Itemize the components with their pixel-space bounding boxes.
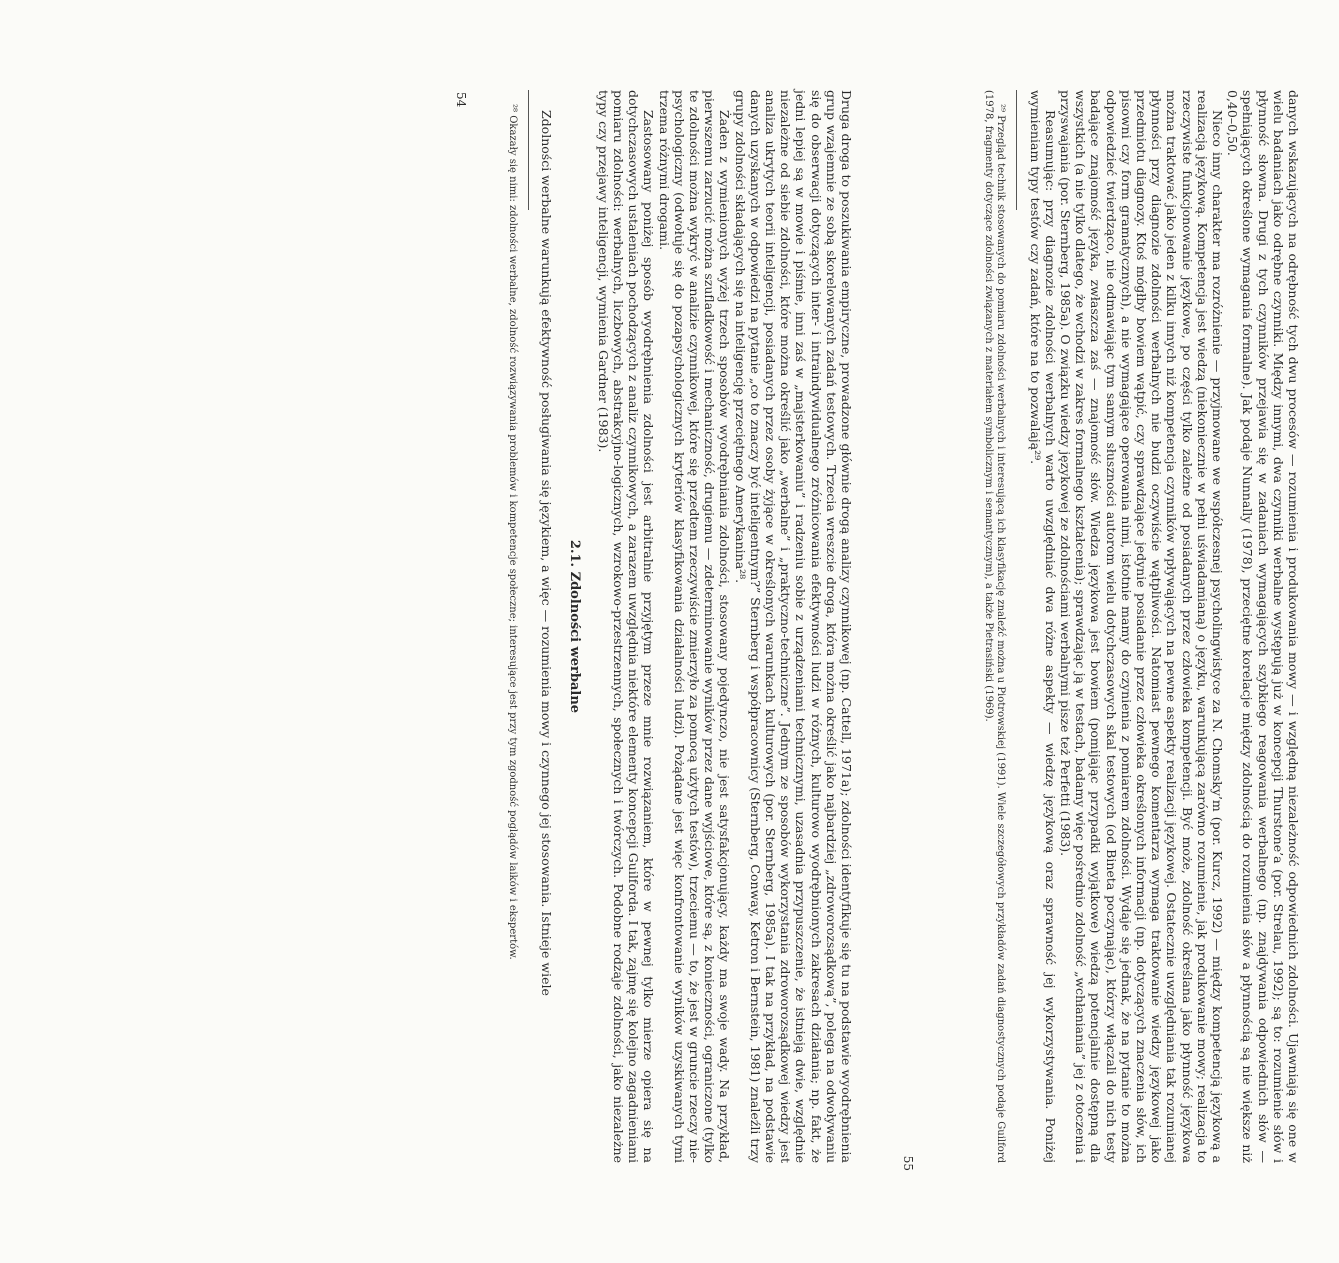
paragraph: Reasumując: przy diagnozie zdolności werbalnych warto uwzględniać dwa różne aspekty — wiedzę językową oraz sprawność jej wykorzystywania. Poniżej wymieniam typy testów czy zadań, które na to pozwalają²⁹. (1027, 90, 1058, 1163)
left-page-text (506, 90, 854, 1163)
paragraph: Zastosowany poniżej sposób wyodrębnienia zdolności jest arbitralnie przyjętym przeze mnie rozwiązaniem, które w pewnej tylko mierze opiera się na dotychczasowych ustaleniach pochodzących z analiz czynnikowych, a zarazem uwzględnia niektóre elementy koncepcji Guilforda. I tak, zajmę się kolejno zagadnieniami pomiaru zdolności: werbalnych, liczbowych, abstrakcyjno-logicznych, wzrokowo-przestrzennych, społecznych i twórczych. Podobne rodzaje zdolności, jako niezależne typy czy przejawy inteligencji, wymienia Gardner (1983). (595, 90, 657, 1163)
footnote: ²⁸ Okazały się nimi: zdolności werbalne, zdolność rozwiązywania problemów i kompetencje społeczne; interesujące jest przy tym zgodność poglądów laików i ekspertów. (507, 104, 519, 960)
page-number: 55 (901, 1155, 915, 1171)
paragraph: danych wskazujących na odrębność tych dwu procesów — rozumienia i produkowania mowy — i względną niezależność odpowiednich zdolności. Ujawniają się one w wielu badaniach jako odrębne czynniki. Między innymi, dwa czynniki werbalne występują już w koncepcji Thurstone’a (por. Strelau, 1992); są to: rozumienie słów i płynność słowna. Drugi z tych czynników przejawia się w zadaniach wymagających szybkiego reagowania werbalnego (np. znajdywania odpowiednich słów — spełniających określone wymagania formalne). Jak podaje Nunnally (1978), przeciętne korelacje między zdolnością do rozumienia słów a płynnością są nie większe niż 0,40–0,50. (1225, 90, 1301, 1163)
footnote: ²⁹ Przegląd technik stosowanych do pomiaru zdolności werbalnych i interesującą ich klasyfikację znaleźć można u Piotrowskiej (1991). Wiele szczegółowych przykładów zadań diagnostycznych podaje Guilford (1978, fragmenty dotyczące zdolności związanych z materiałem symbolicznym i semantycznym), a także Pietrasiński (1969). (983, 90, 1007, 1163)
right-page-text (982, 90, 1301, 1163)
paragraph: Żaden z wymienionych wyżej trzech sposobów wyodrębniania zdolności, stosowany pojedynczo, nie jest satysfakcjonujący, każdy ma swoje wady. Na przykład, pierwszemu zarzucić można szufladkowość i mechaniczność, drugiemu — zdeterminowanie wyników przez dane wyjściowe, które są, z konieczności, ograniczone (tylko te zdolności można wykryć w analizie czynnikowej, które się przedtem rzeczywiście zmierzyło za pomocą użytych testów), trzeciemu — to, że jest w gruncie rzeczy nie-psychologiczny (odwołuje się do pozapsychologicznych kryteriów klasyfikowania działalności ludzi). Pożądane jest więc konfrontowanie wyników uzyskiwanych tymi trzema różnymi drogami. (656, 90, 733, 1163)
footnote-divider (528, 90, 529, 210)
footnote-divider (1016, 90, 1017, 210)
left-page (446, 0, 892, 1263)
paragraph: Nieco inny charakter ma rozróżnienie — przyjmowane we współczesnej psycholingwistyce za N. Chomsky’m (por. Kurcz, 1992) — między kompetencją językową a realizacją językową. Kompetencja jest wiedzą (niekoniecznie w pełni uświadamianą) o języku, warunkującą zarówno rozumienie, jak produkowanie mowy; realizacja to rzeczywiste funkcjonowanie językowe, po części tylko zależne od posiadanych przez człowieka kompetencji. Być może, zdolność określana jako płynność językowa można traktować jako jeden z kilku innych niż kompetencja czynników wpływających na pewne aspekty realizacji językowej. Ostatecznie uwzględniania tak rozumianej płynności przy diagnozie zdolności werbalnych nie budzi oczywiście wątpliwości. Natomiast pewnego komentarza wymaga traktowanie wiedzy językowej jako przedmiotu diagnozy. Ktoś mógłby bowiem wątpić, czy sprawdzające jedynie posiadanie przez człowieka określonych informacji (np. dotyczących znaczenia słów, ich pisowni czy form gramatycznych), a nie wymagające operowania nimi, istotnie mamy do czynienia z pomiarem zdolności. Wydaje się jednak, że na pytanie to można odpowiedzieć twierdząco, nie odmawiając tym samym słuszności autorom wielu dotychczasowych skal testowych (od Bineta poczynając), którzy włączali do nich testy badające znajomość języka, zwłaszcza zaś — znajomość słów. Wiedza językowa jest bowiem (pomijając przypadki wyjątkowe) wiedzą potencjalnie dostępną dla wszystkich (a nie tylko dlatego, że wchodzi w zakres formalnego kształcenia); sprawdzając ją w testach, badamy więc pośrednio zdolność „wchłaniania” jej z otoczenia i przyswajania (por. Sternberg, 1985a). O związku wiedzy językowej ze zdolnościami werbalnymi pisze też Perfetti (1983). (1057, 90, 1225, 1163)
page-number: 54 (454, 92, 468, 108)
paragraph: Zdolności werbalne warunkują efektywność posługiwania się językiem, a więc — rozumienia mowy i czynnego jej stosowania. Istnieje wiele (539, 110, 555, 996)
section-title: 2.1. Zdolności werbalne (566, 539, 582, 714)
paragraph: Druga droga to poszukiwania empiryczne, prowadzone głównie drogą analizy czynnikowej (np. Cattell, 1971a); zdolności identyfikuje się tu na podstawie wyodrębnienia grup wzajemnie ze sobą skorelowanych zadań testowych. Trzecia wreszcie droga, która można określić jako najbardziej „zdroworozsądkową”, polega na odwoływaniu się do obserwacji dotyczących inter- i intraindywidualnego zróżnicowania efektywności ludzi w różnych, kulturowo wyodrębnionych zakresach działania; np. fakt, że jedni lepiej są w mowie i piśmie, inni zaś w „majsterkowaniu” i radzeniu sobie z urządzeniami technicznymi, uzasadnia przypuszczenie, że istnieją dwie, względnie niezależne od siebie zdolności, które można określić jako „werbalne” i „praktyczno-techniczne”. Jednym ze sposobów wykorzystania zdroworozsądkowej wiedzy jest analiza ukrytych teorii inteligencji, posiadanych przez osoby żyjące w określonych warunkach kulturowych (por. Sternberg, 1985a). I tak na przykład, na podstawie danych uzyskanych w odpowiedzi na pytanie „co to znaczy być inteligentnym?” Sternberg i współpracownicy (Sternberg, Conway, Ketron i Bernstein, 1981) znaleźli trzy grupy zdolności składających się na inteligencję przeciętnego Amerykanina²⁸. (732, 90, 854, 1163)
right-page (893, 0, 1339, 1263)
